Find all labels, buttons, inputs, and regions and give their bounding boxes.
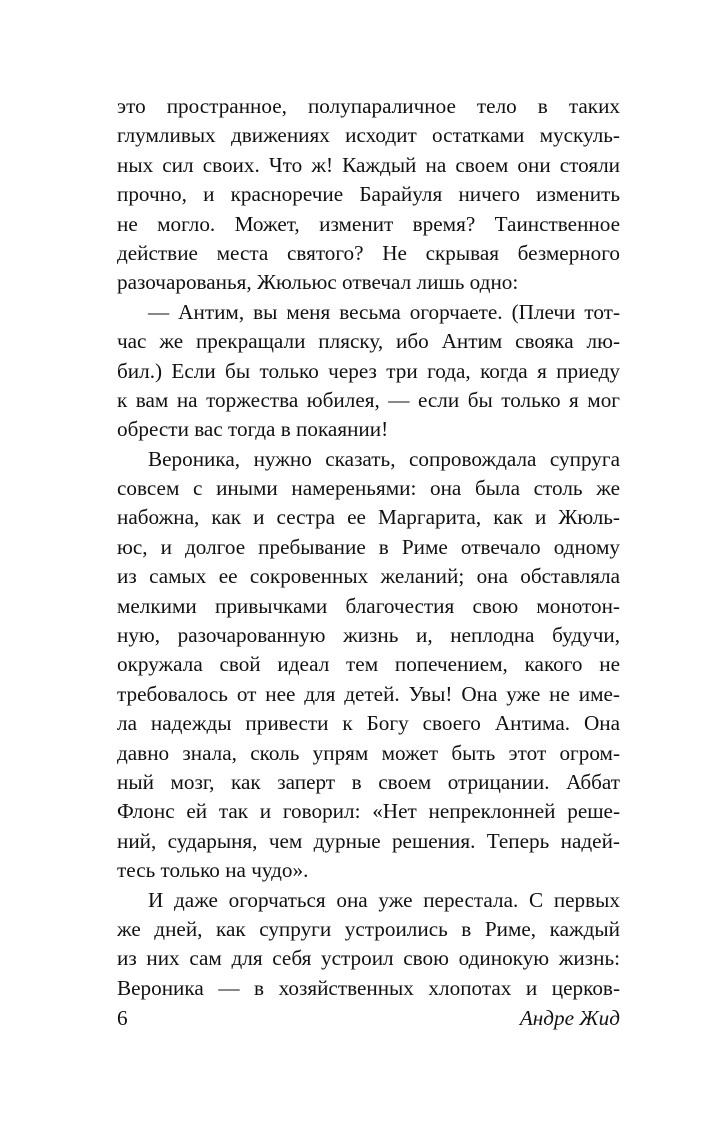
- text-line: обрести вас тогда в покаянии!: [117, 417, 389, 442]
- body-text: [117, 92, 620, 1003]
- text-line: час же прекращали пляску, ибо Антим свояка лю-: [117, 329, 620, 354]
- text-line: И даже огорчаться она уже перестала. С первых: [148, 887, 620, 912]
- text-line: — Антим, вы меня весьма огорчаете. (Плечи тот-: [148, 299, 620, 324]
- text-line: это пространное, полупараличное тело в таких: [117, 94, 620, 118]
- running-footer-author: Андре Жид: [519, 1006, 620, 1030]
- text-line: бил.) Если бы только через три года, когда я приеду: [117, 358, 620, 383]
- text-line: юс, и долгое пребывание в Риме отвечало одному: [117, 534, 620, 559]
- text-line: ний, сударыня, чем дурные решения. Теперь надей-: [117, 828, 620, 853]
- text-line: ный мозг, как заперт в своем отрицании. Аббат: [117, 769, 620, 794]
- text-line: прочно, и красноречие Барайуля ничего изменить: [117, 182, 620, 207]
- text-line: мелкими привычками благочестия свою монотон-: [117, 593, 620, 618]
- text-line: ла надежды привести к Богу своего Антима. Она: [117, 711, 620, 736]
- page-number: 6: [117, 1006, 128, 1030]
- text-line: требовалось от нее для детей. Увы! Она уже не име-: [117, 681, 620, 706]
- text-line: разочарованья, Жюльюс отвечал лишь одно:: [117, 270, 519, 295]
- text-line: ных сил своих. Что ж! Каждый на своем они стояли: [117, 152, 620, 177]
- text-line: же дней, как супруги устроились в Риме, каждый: [117, 916, 620, 941]
- text-line: действие места святого? Не скрывая безмерного: [117, 240, 620, 265]
- text-line: глумливых движениях исходит остатками мускуль-: [117, 123, 620, 148]
- text-line: Флонс ей так и говорил: «Нет непреклонней реше-: [117, 799, 620, 824]
- text-line: ную, разочарованную жизнь и, неплодна будучи,: [117, 623, 620, 648]
- text-line: к вам на торжества юбилея, — если бы только я мог: [117, 387, 620, 412]
- text-line: из самых ее сокровенных желаний; она обставляла: [117, 564, 620, 589]
- text-line: набожна, как и сестра ее Маргарита, как и Жюль-: [117, 505, 620, 530]
- text-line: совсем с иными намереньями: она была столь же: [117, 476, 620, 501]
- text-line: Вероника, нужно сказать, сопровождала супруга: [148, 446, 620, 471]
- text-line: окружала свой идеал тем попечением, какого не: [117, 652, 620, 677]
- text-line: из них сам для себя устроил свою одинокую жизнь:: [117, 946, 620, 971]
- text-line: не могло. Может, изменит время? Таинственное: [117, 211, 620, 236]
- text-line: тесь только на чудо».: [117, 858, 309, 883]
- text-line: Вероника — в хозяйственных хлопотах и церков-: [117, 975, 620, 1000]
- text-line: давно знала, сколь упрям может быть этот огром-: [117, 740, 620, 765]
